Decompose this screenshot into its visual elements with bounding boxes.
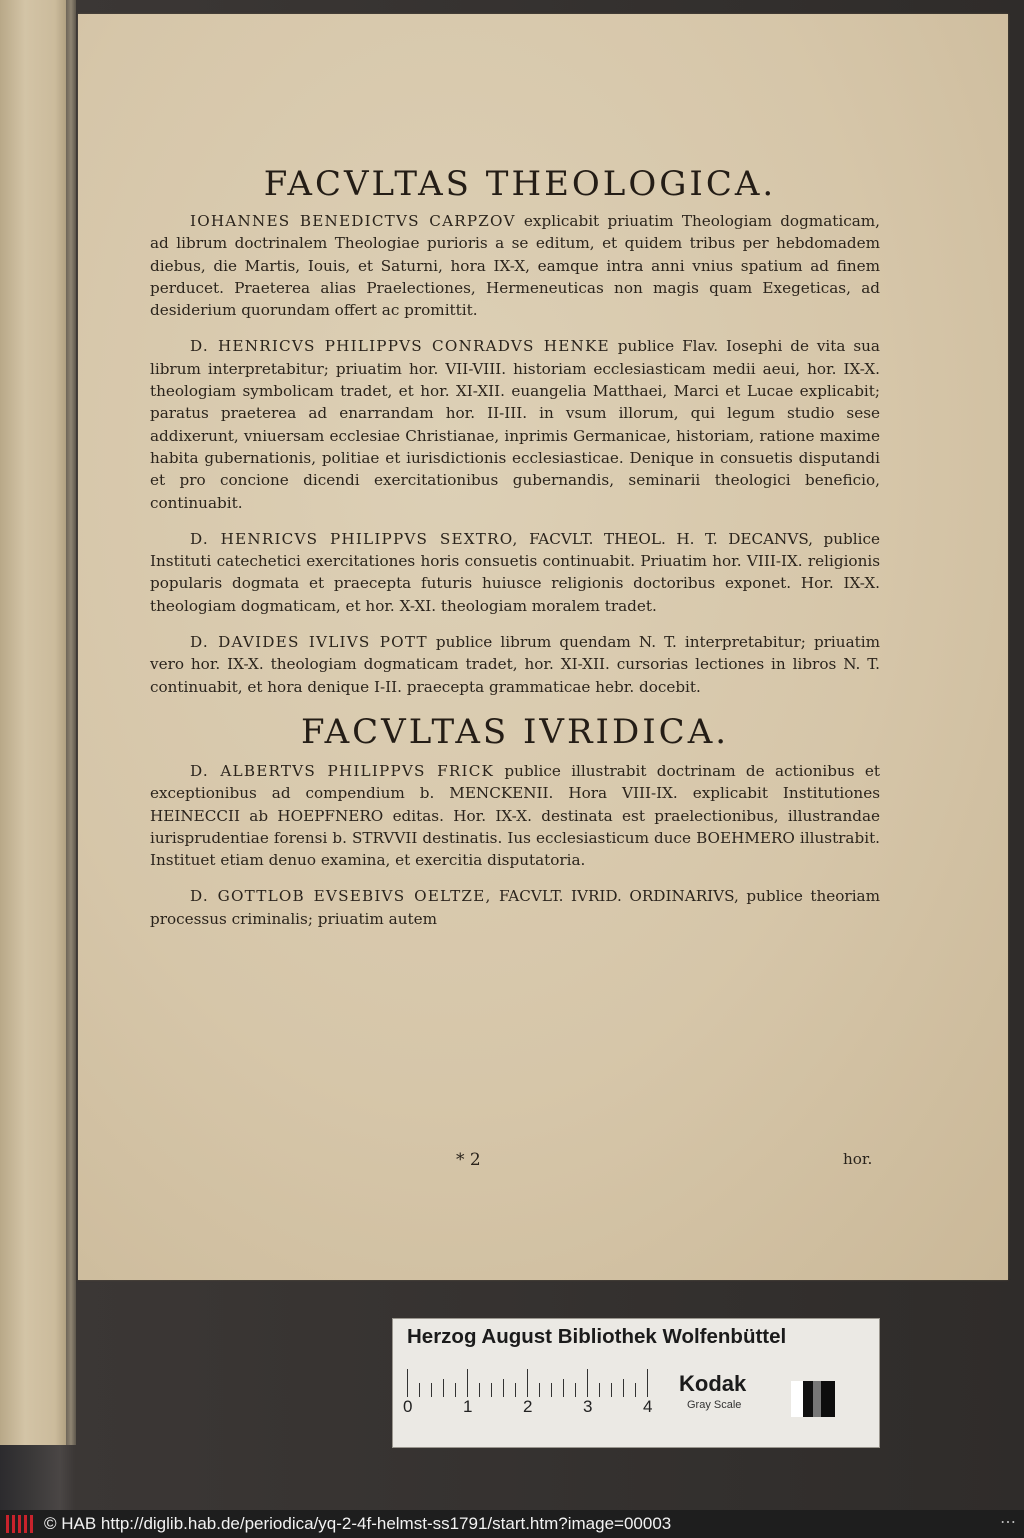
catchword: hor.: [843, 1150, 873, 1168]
scale-ruler: [403, 1367, 657, 1416]
hab-logo-icon: [6, 1515, 36, 1533]
gray-patch: [813, 1381, 821, 1417]
paragraph-text: publice Flav. Iosephi de vita sua librum interpretabitur; priuatim hor. VII-VIII. historiam ecclesiasticam medii aeui, hor. IX-X. theologiam symbolicam tradet, et hor. XI-XII. euangelia Matthaei, Marci et Lucae explicabit; paratus praeterea ad enarrandam hor. II-III. in vsum illorum, qui legum studio sese addixerunt, vniuersam ecclesiae Christianae, inprimis Germanicae, historiam, ratione maxime habita gubernationis, politiae et iurisdictionis ecclesiasticae. Denique in consuetis disputandi et pro concione dicendi exercitationibus gubernandis, seminarii theologici beneficio, continuabit.: [150, 337, 880, 512]
professor-name: D. HENRICVS PHILIPPVS SEXTRO,: [190, 529, 519, 548]
professor-name: D. GOTTLOB EVSEBIVS OELTZE,: [190, 887, 492, 906]
ruler-tick: [431, 1383, 432, 1397]
ruler-tick: [443, 1379, 444, 1397]
signature-mark: * 2: [456, 1150, 481, 1170]
ruler-tick: [503, 1379, 504, 1397]
paragraph-oeltze: [150, 885, 880, 930]
book-spine-edge: [66, 0, 76, 1445]
ruler-tick: [551, 1383, 552, 1397]
professor-name: D. ALBERTVS PHILIPPVS FRICK: [190, 761, 495, 780]
ruler-number: 2: [523, 1397, 533, 1416]
document-page: [78, 14, 1008, 1280]
ruler-tick: [407, 1369, 408, 1397]
ruler-tick: [455, 1383, 456, 1397]
ruler-tick: [635, 1383, 636, 1397]
paragraph-text: FACVLT. IVRID. ORDINARIVS, publice theoriam processus criminalis; priuatim autem: [150, 887, 881, 928]
ruler-tick: [563, 1379, 564, 1397]
ruler-tick: [515, 1383, 516, 1397]
gray-patch: [821, 1381, 835, 1417]
ruler-number: 4: [643, 1397, 653, 1416]
professor-name: D. DAVIDES IVLIVS POTT: [190, 633, 428, 652]
paragraph-text: publice librum quendam N. T. interpretabitur; priuatim vero hor. IX-X. theologiam dogmaticam tradet, hor. XI-XII. cursorias lectiones in libros N. T. continuabit, et hora denique I-II. praecepta grammaticae hebr. docebit.: [150, 633, 880, 696]
professor-name: D. HENRICVS PHILIPPVS CONRADVS HENKE: [190, 337, 610, 356]
ruler-tick: [587, 1369, 588, 1397]
ruler-tick: [623, 1379, 624, 1397]
more-icon[interactable]: ⋯: [1000, 1514, 1016, 1531]
ruler-tick: [647, 1369, 648, 1397]
footer-bar: [0, 1510, 1024, 1538]
page-text: [150, 164, 880, 944]
ruler-tick: [539, 1383, 540, 1397]
heading-theology: FACVLTAS THEOLOGICA.: [263, 164, 777, 204]
ruler-tick: [527, 1369, 528, 1397]
ruler-tick: [599, 1383, 600, 1397]
ruler-tick: [467, 1369, 468, 1397]
ruler-tick: [575, 1383, 576, 1397]
paragraph-henke: [150, 335, 880, 513]
library-name: Herzog August Bibliothek Wolfenbüttel: [407, 1325, 787, 1348]
ruler-tick: [419, 1383, 420, 1397]
ruler-number: 3: [583, 1397, 593, 1416]
paragraph-sextro: [150, 528, 880, 617]
gray-scale-label: Gray Scale: [687, 1399, 742, 1411]
gray-patch: [803, 1381, 813, 1417]
paragraph-pott: [150, 631, 880, 698]
paragraph-text: FACVLT. THEOL. H. T. DECANVS, publice Instituti catechetici exercitationes horis consuetis continuabit. Priuatim hor. VIII-IX. religionis popularis dogmata et praecepta futuris huiusce religionis doctoribus exponet. Hor. IX-X. theologiam dogmaticam, et hor. X-XI. theologiam moralem tradet.: [150, 529, 880, 615]
paragraph-text: publice illustrabit doctrinam de actionibus et exceptionibus ad compendium b. MENCKENII. Hora VIII-IX. explicabit Institutiones HEINECCII ab HOEPFNERO editas. Hor. IX-X. destinata est praelectionibus, illustrandae iurisprudentiae forensi b. STRVVII destinatis. Ius ecclesiasticum duce BOEHMERO illustrabit. Instituet etiam denuo examina, et exercitia disputatoria.: [150, 761, 880, 870]
color-reference-card: [392, 1318, 880, 1448]
copyright-url[interactable]: © HAB http://diglib.hab.de/periodica/yq-2-4f-helmst-ss1791/start.htm?image=00003: [44, 1514, 672, 1533]
ruler-tick: [479, 1383, 480, 1397]
paragraph-carpzov: [150, 210, 880, 321]
adjacent-page: [0, 0, 70, 1445]
ruler-number: 1: [463, 1397, 473, 1416]
kodak-logo: Kodak: [679, 1371, 747, 1396]
heading-law: FACVLTAS IVRIDICA.: [300, 711, 730, 752]
ruler-tick: [491, 1383, 492, 1397]
ruler-number: 0: [403, 1397, 413, 1416]
gray-patch: [791, 1381, 803, 1417]
paragraph-text: explicabit priuatim Theologiam dogmaticam, ad librum doctrinalem Theologiae purioris a se editum, et quidem tribus per hebdomadem diebus, die Martis, Iouis, et Saturni, hora IX-X, eamque intra anni vnius spatium ad finem perducet. Praeterea alias Praelectiones, Hermeneuticas non magis quam Exegeticas, ad desiderium quorundam offert ac promittit.: [150, 212, 880, 320]
professor-name: IOHANNES BENEDICTVS CARPZOV: [190, 212, 516, 230]
paragraph-frick: [150, 760, 880, 871]
ruler-tick: [611, 1383, 612, 1397]
